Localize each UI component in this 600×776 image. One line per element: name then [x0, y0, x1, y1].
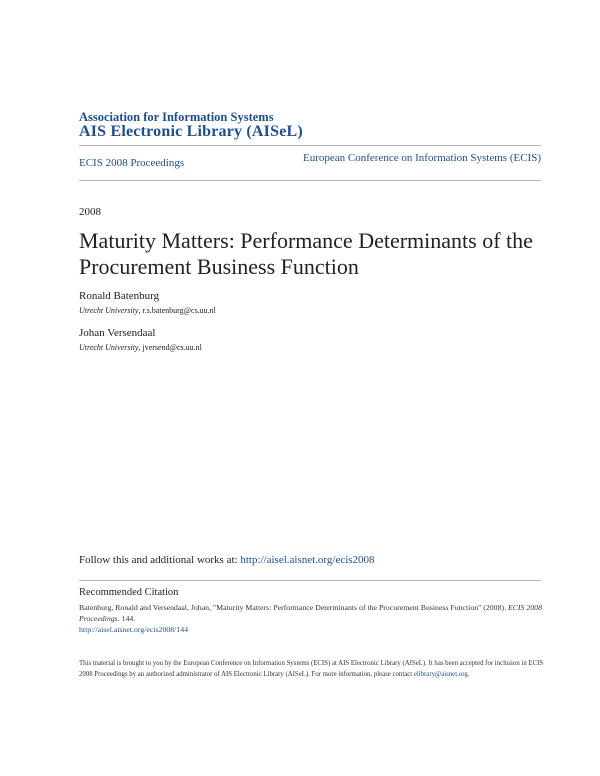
header-bottom-rule — [79, 180, 541, 181]
citation-journal: ECIS 2008 Proceedings — [79, 603, 542, 623]
header-top-rule — [79, 145, 541, 146]
citation-text-before: Batenburg, Ronald and Versendaal, Johan, "Maturity Matters: Performance Determinants of the Procurement Business Function" (2008). — [79, 603, 508, 612]
library-name[interactable]: AIS Electronic Library (AISeL) — [79, 123, 303, 140]
author-1-name: Ronald Batenburg — [79, 290, 160, 302]
follow-line — [79, 554, 375, 566]
publication-year: 2008 — [79, 206, 101, 218]
comma-separator: , — [138, 306, 143, 315]
author-1-affiliation: Utrecht University — [79, 306, 139, 315]
follow-link[interactable]: http://aisel.aisnet.org/ecis2008 — [240, 554, 375, 566]
paper-title: Maturity Matters: Performance Determinants of the Procurement Business Function — [79, 228, 533, 279]
author-1-affiliation-line — [79, 306, 216, 315]
availability-notice — [79, 658, 549, 680]
citation-text-after: . 144. — [117, 614, 136, 623]
notice-end: . — [467, 671, 470, 678]
notice-text: This material is brought to you by the European Conference on Information Systems (ECIS) at AIS Electronic Library (AISeL). It has been accepted for inclusion in ECIS 2008 Proceedings by an authorized administrator of AIS Electronic Library (AISeL). For more information, please contact — [79, 660, 544, 678]
citation-heading: Recommended Citation — [79, 587, 179, 598]
contact-email-link[interactable]: elibrary@aisnet.org — [413, 671, 468, 678]
author-2-affiliation: Utrecht University — [79, 343, 139, 352]
author-2-email[interactable]: jversend@cs.uu.nl — [142, 343, 202, 352]
proceedings-link[interactable]: ECIS 2008 Proceedings — [79, 157, 185, 169]
author-1-email[interactable]: r.s.batenburg@cs.uu.nl — [142, 306, 216, 315]
conference-link[interactable]: European Conference on Information Systems (ECIS) — [303, 152, 541, 164]
follow-prefix: Follow this and additional works at: — [79, 554, 241, 566]
citation-body — [79, 602, 549, 635]
citation-rule — [79, 580, 541, 581]
author-2-affiliation-line — [79, 343, 202, 352]
organization-name: Association for Information Systems — [79, 110, 274, 124]
comma-separator: , — [138, 343, 143, 352]
citation-link[interactable]: http://aisel.aisnet.org/ecis2008/144 — [79, 625, 188, 634]
author-2-name: Johan Versendaal — [79, 327, 156, 339]
